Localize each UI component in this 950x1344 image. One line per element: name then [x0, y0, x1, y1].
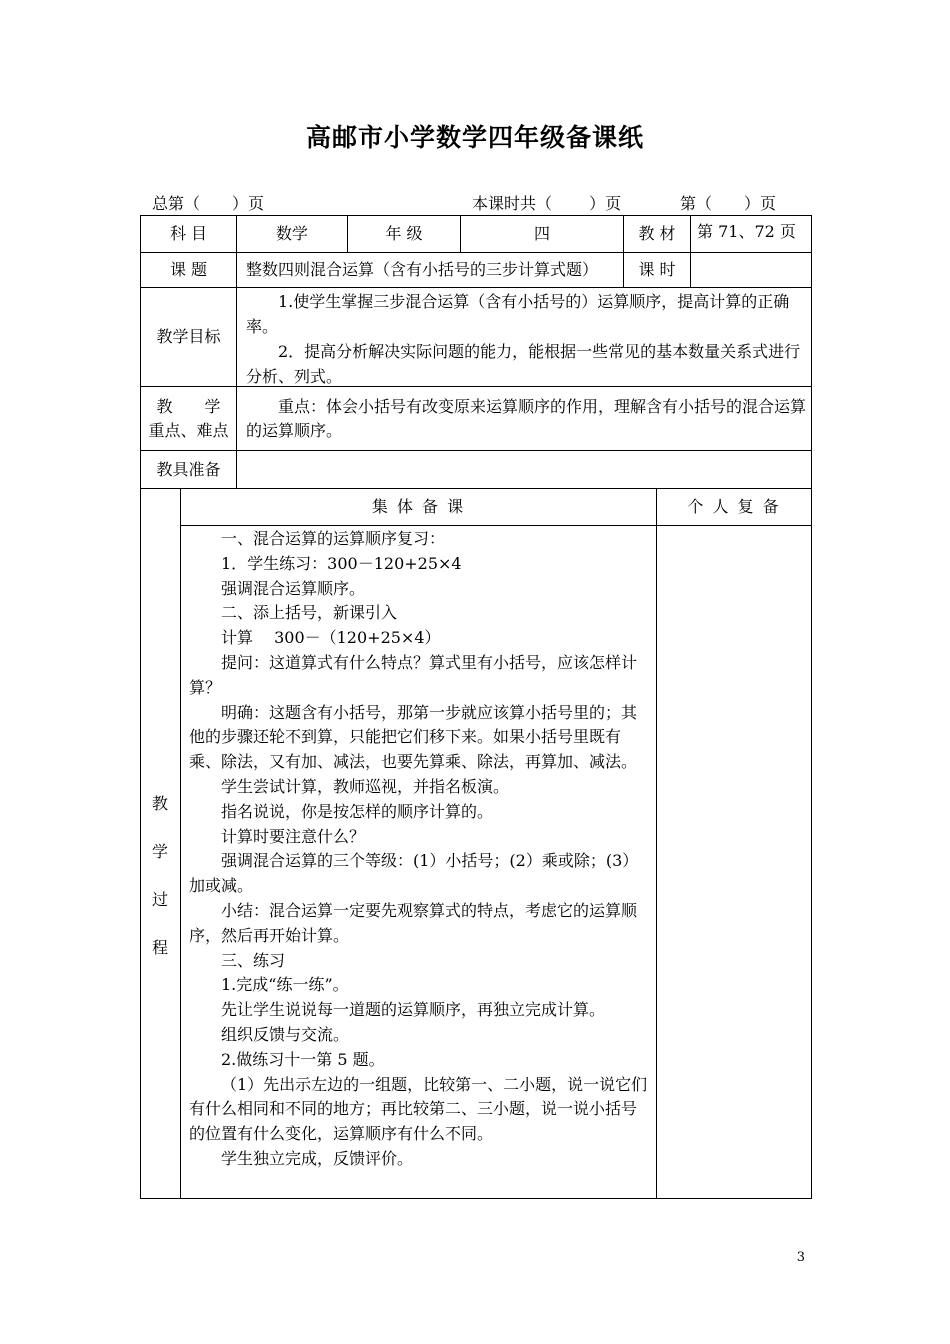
process-line: （1）先出示左边的一组题，比较第一、二小题，说一说它们有什么相同和不同的地方；再比较第二、三小题，说一说小括号的位置有什么变化，运算顺序有什么不同。	[189, 1074, 648, 1144]
personal-review-area[interactable]	[657, 526, 811, 1198]
process-line: 强调混合运算的三个等级：(1）小括号；(2）乘或除；(3）加或减。	[189, 851, 639, 896]
process-line: 计算 300－（120+25×4）	[221, 628, 441, 648]
process-line: 1．学生练习：300－120+25×4	[221, 553, 462, 573]
process-line: 计算时要注意什么？	[221, 826, 366, 846]
collective-prep-content	[189, 527, 651, 1172]
process-line: 二、添上括号，新课引入	[221, 603, 398, 623]
subject-label: 科 目	[169, 224, 208, 243]
collective-header: 集 体 备 课	[371, 497, 466, 516]
process-line: 学生独立完成，反馈评价。	[221, 1148, 414, 1168]
lesson-total-label: 本课时共（ ）页	[472, 194, 622, 213]
period-value	[697, 258, 809, 284]
grade-value: 四	[533, 224, 550, 243]
process-line: 提问：这道算式有什么特点？算式里有小括号，应该怎样计算？	[189, 652, 638, 697]
goals-content	[246, 289, 806, 385]
key-points-text: 重点：体会小括号有改变原来运算顺序的作用，理解含有小括号的混合运算的运算顺序。	[246, 397, 807, 440]
process-line: 2.做练习十一第 5 题。	[221, 1049, 385, 1069]
process-line: 指名说说，你是按怎样的顺序计算的。	[221, 801, 494, 821]
textbook-label: 教 材	[638, 224, 676, 243]
key-points-label	[141, 395, 236, 445]
page-title: 高邮市小学数学四年级备课纸	[305, 123, 644, 152]
goal-item: 2．提高分析解决实际问题的能力，能根据一些常见的基本数量关系式进行分析、列式。	[246, 342, 801, 386]
textbook-value: 第 71、72 页	[697, 222, 796, 241]
topic-value: 整数四则混合运算（含有小括号的三步计算式题）	[246, 260, 599, 279]
total-page-label: 总第（ ）页	[152, 194, 265, 213]
grade-label: 年 级	[385, 224, 423, 243]
process-line: 组织反馈与交流。	[221, 1024, 350, 1044]
topic-label: 课 题	[169, 260, 208, 279]
process-line: 强调混合运算顺序。	[221, 578, 366, 598]
process-line: 明确：这题含有小括号，那第一步就应该算小括号里的；其他的步骤还轮不到算，只能把它们移下来。如果小括号里既有乘、除法，又有加、减法，也要先算乘、除法，再算加、减法。	[189, 702, 638, 772]
period-label: 课 时	[638, 260, 676, 279]
process-line: 小结：混合运算一定要先观察算式的特点，考虑它的运算顺序，然后再开始计算。	[189, 900, 638, 945]
tools-value	[246, 455, 806, 485]
subject-value: 数学	[275, 224, 308, 243]
process-line: 三、练习	[221, 950, 286, 970]
personal-header: 个 人 复 备	[687, 497, 781, 516]
process-line: 一、混合运算的运算顺序复习：	[221, 529, 446, 548]
process-label	[140, 780, 180, 972]
goal-item: 1.使学生掌握三步混合运算（含有小括号的）运算顺序，提高计算的正确率。	[246, 292, 790, 336]
key-points-label-line2: 重点、难点	[148, 421, 229, 440]
key-points-label-line1: 教 学	[156, 397, 221, 416]
process-line: 1.完成“练一练”。	[221, 975, 349, 995]
process-line: 学生尝试计算，教师巡视，并指名板演。	[221, 776, 510, 796]
process-line: 先让学生说说每一道题的运算顺序，再独立完成计算。	[221, 1000, 606, 1020]
process-label-char: 程	[151, 938, 168, 957]
page-number: 3	[796, 1250, 805, 1265]
key-points-content	[246, 395, 806, 445]
process-label-char: 学	[151, 842, 168, 861]
goals-label: 教学目标	[156, 327, 221, 346]
tools-label: 教具准备	[156, 459, 221, 479]
process-label-char: 教	[151, 794, 168, 813]
process-label-char: 过	[151, 890, 168, 909]
page-no-label: 第（ ）页	[680, 194, 777, 213]
